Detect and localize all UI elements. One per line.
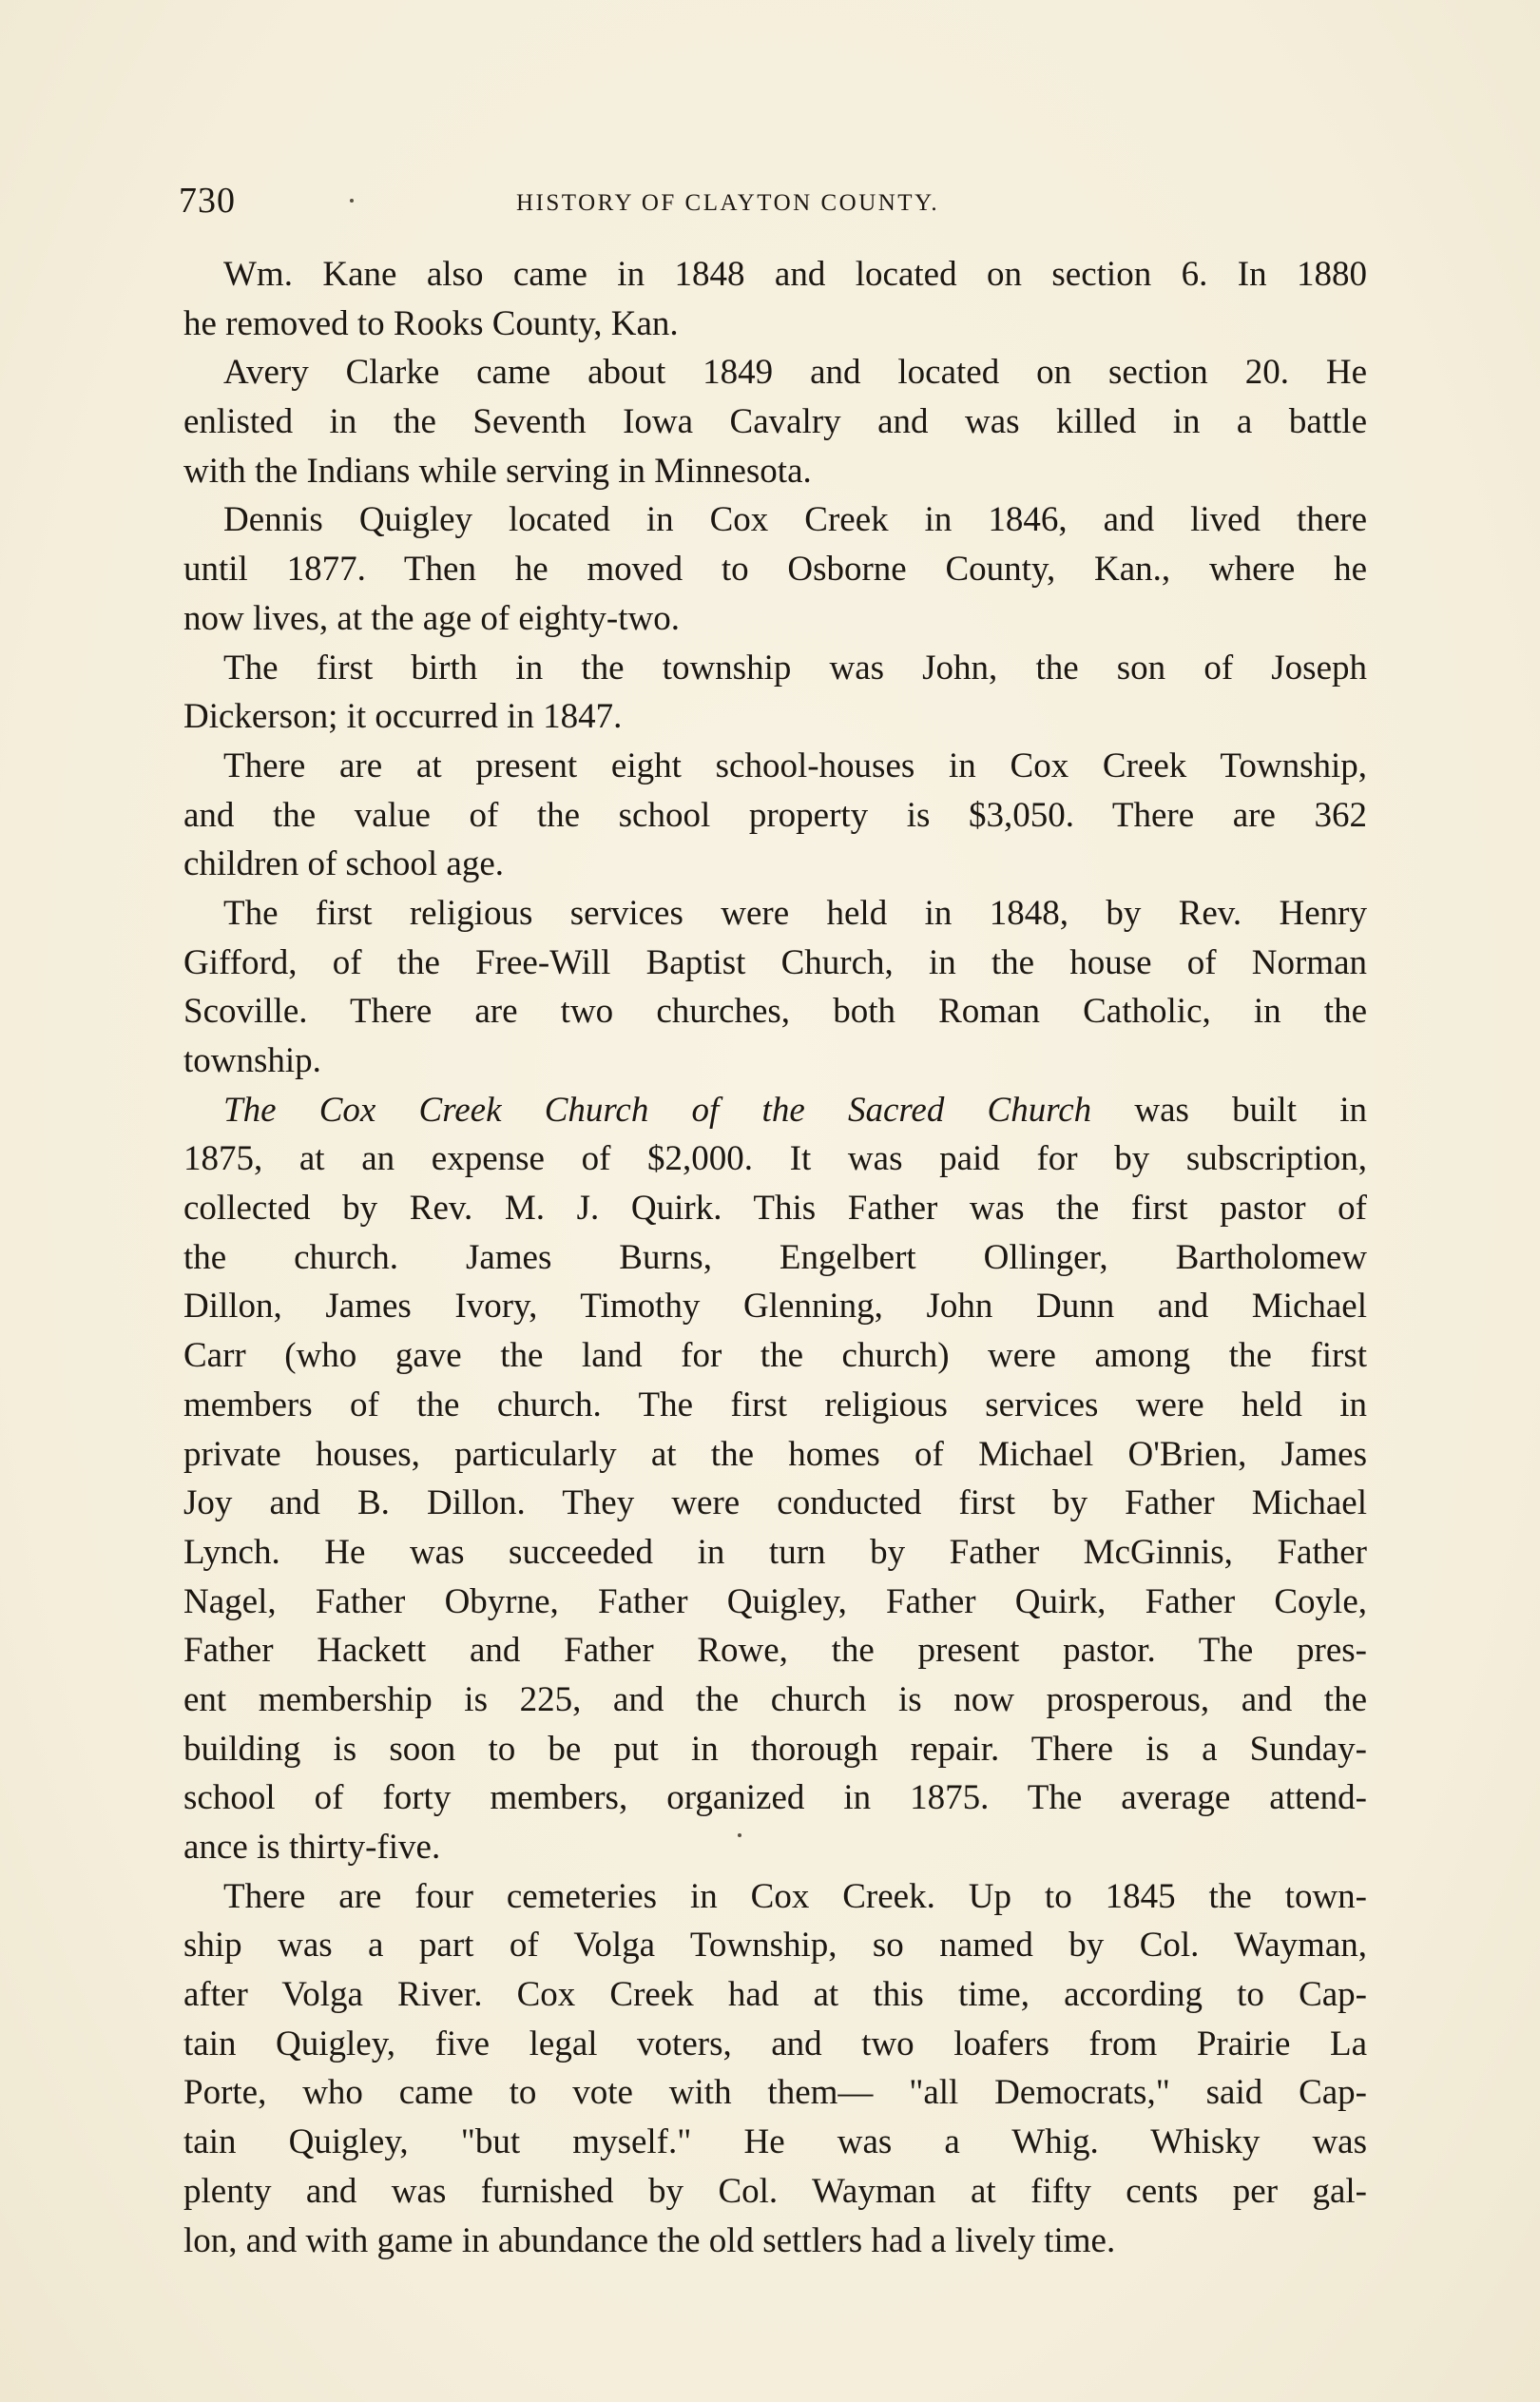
text-line: and the value of the school property is $3,050. There are 362 [183, 795, 1367, 835]
text-line: ship was a part of Volga Township, so named by Col. Wayman, [183, 1926, 1367, 1966]
paragraph [183, 742, 1367, 889]
text-line: school of forty members, organized in 1875. The average attend- [183, 1778, 1367, 1818]
text-line [183, 1086, 1367, 1135]
paragraph [183, 1872, 1367, 2266]
paragraph [183, 495, 1367, 643]
body-text [183, 250, 1367, 2265]
text-line: Wm. Kane also came in 1848 and located on section 6. In 1880 [223, 255, 1367, 294]
text-line: building is soon to be put in thorough repair. There is a Sunday- [183, 1729, 1367, 1769]
paragraph [183, 1086, 1367, 1872]
text-line: members of the church. The first religious services were held in [183, 1385, 1367, 1424]
text-line: tain Quigley, "but myself." He was a Whig. Whisky was [183, 2122, 1367, 2162]
ink-speck [350, 199, 354, 203]
text-line: now lives, at the age of eighty-two. [183, 598, 680, 638]
text-line: Dickerson; it occurred in 1847. [183, 697, 623, 737]
text-line: The first religious services were held in 1848, by Rev. Henry [223, 893, 1367, 933]
text-line: collected by Rev. M. J. Quirk. This Father was the first pastor of [183, 1189, 1367, 1229]
text-line: 1875, at an expense of $2,000. It was paid for by subscription, [183, 1139, 1367, 1179]
text-line: tain Quigley, five legal voters, and two loafers from Prairie La [183, 2024, 1367, 2063]
text-line: Scoville. There are two churches, both Roman Catholic, in the [183, 992, 1367, 1032]
text-line: Gifford, of the Free-Will Baptist Church, in the house of Norman [183, 942, 1367, 982]
text-fragment: was built in [1091, 1090, 1367, 1130]
text-line: Joy and B. Dillon. They were conducted first by Father Michael [183, 1483, 1367, 1523]
text-line: lon, and with game in abundance the old settlers had a lively time. [183, 2220, 1116, 2260]
page-header [179, 179, 1367, 223]
text-line: with the Indians while serving in Minnesota. [183, 451, 812, 491]
text-line: The first birth in the township was John, the son of Joseph [223, 648, 1367, 688]
text-line: private houses, particularly at the homes of Michael O'Brien, James [183, 1434, 1367, 1474]
paragraph [183, 250, 1367, 348]
text-line: the church. James Burns, Engelbert Ollinger, Bartholomew [183, 1237, 1367, 1277]
text-line: Father Hackett and Father Rowe, the present pastor. The pres- [183, 1631, 1367, 1671]
text-line: Lynch. He was succeeded in turn by Father McGinnis, Father [183, 1532, 1367, 1572]
text-line: There are at present eight school-houses in Cox Creek Township, [223, 746, 1367, 785]
text-line: Avery Clarke came about 1849 and located on section 20. He [223, 353, 1367, 393]
text-line: Dennis Quigley located in Cox Creek in 1846, and lived there [223, 500, 1367, 540]
text-line: after Volga River. Cox Creek had at this time, according to Cap- [183, 1975, 1367, 2015]
text-line: until 1877. Then he moved to Osborne County, Kan., where he [183, 550, 1367, 590]
text-line: ent membership is 225, and the church is now prosperous, and the [183, 1679, 1367, 1719]
text-line: There are four cemeteries in Cox Creek. Up to 1845 the town- [223, 1876, 1367, 1916]
paragraph [183, 644, 1367, 742]
text-line: Carr (who gave the land for the church) were among the first [183, 1336, 1367, 1376]
text-line: Dillon, James Ivory, Timothy Glenning, John Dunn and Michael [183, 1287, 1367, 1327]
text-line: Nagel, Father Obyrne, Father Quigley, Father Quirk, Father Coyle, [183, 1581, 1367, 1621]
running-title: HISTORY OF CLAYTON COUNTY. [516, 190, 940, 216]
church-name-italic: The Cox Creek Church of the Sacred Church [223, 1090, 1092, 1130]
text-line: enlisted in the Seventh Iowa Cavalry and was killed in a battle [183, 402, 1367, 442]
text-line: township. [183, 1041, 321, 1080]
text-line: children of school age. [183, 844, 504, 884]
text-line: Porte, who came to vote with them— "all Democrats," said Cap- [183, 2073, 1367, 2113]
text-line: he removed to Rooks County, Kan. [183, 303, 679, 343]
paragraph [183, 889, 1367, 1086]
text-line: plenty and was furnished by Col. Wayman at fifty cents per gal- [183, 2171, 1367, 2211]
page-number: 730 [179, 181, 236, 221]
paragraph [183, 348, 1367, 495]
text-line: ance is thirty-five. [183, 1828, 441, 1867]
